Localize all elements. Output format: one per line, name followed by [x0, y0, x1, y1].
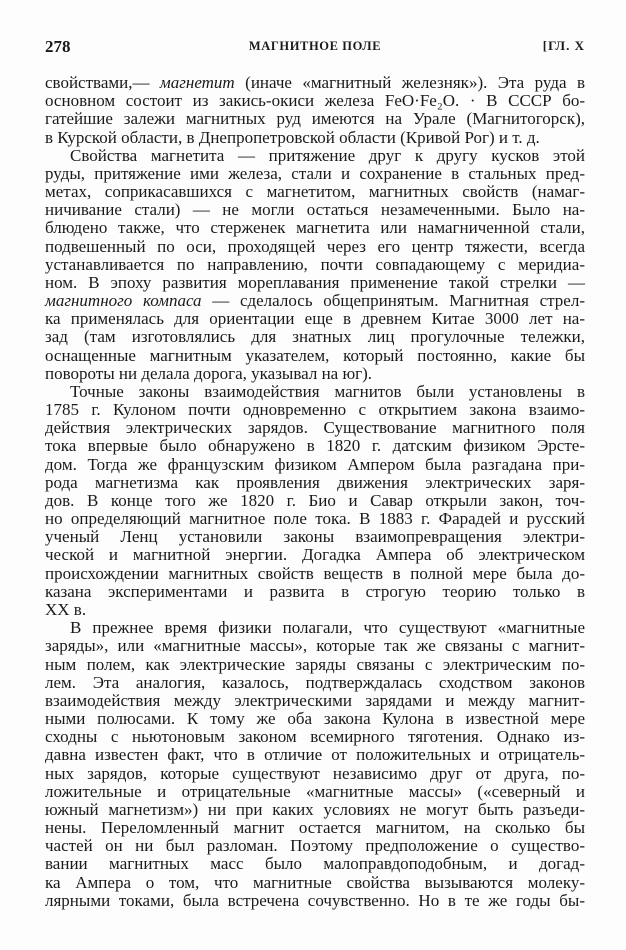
text-line: рода магнетизма как проявления движения электрических заря-	[45, 472, 585, 492]
text-line: руды, притяжение ими железа, стали и сохранение в стальных пред-	[45, 163, 585, 183]
text-line: метах, соприкасавшихся с магнетитом, магнитных свойств (намаг-	[45, 182, 585, 202]
text-line	[45, 74, 585, 92]
text-line: происхождении магнитных свойств веществ в полной мере была до-	[45, 563, 585, 583]
text-line: Точные законы взаимодействия магнитов были установлены в	[70, 381, 585, 401]
text-line: частей он ни был разломан. Поэтому предположение о существо-	[45, 836, 585, 856]
text-line: В прежнее время физики полагали, что существуют «магнитные	[70, 618, 585, 638]
text-line: давна известен факт, что в отличие от положительных и отрицатель-	[45, 745, 585, 765]
text-line: лем. Эта аналогия, казалось, подтверждалась сходством законов	[45, 672, 585, 692]
text-line	[45, 292, 585, 310]
text-line: оснащенные магнитным указателем, который постоянно, какие бы	[45, 345, 585, 365]
text-line: дов. В конце того же 1820 г. Био и Савар открыли закон, точ-	[45, 490, 585, 510]
text-line: ничивание стали) — не могли остаться незамеченными. Было на-	[45, 200, 585, 220]
italic-term: магнитного компаса	[45, 291, 202, 311]
text-line: ложительные и отрицательные «магнитные массы» («северный и	[45, 781, 585, 801]
text-line: действия электрических зарядов. Существование магнитного поля	[45, 418, 585, 438]
text-line: нены. Переломленный магнит остается магнитом, на сколько бы	[45, 818, 585, 838]
text-line: взаимодействия между электрическими зарядами и между магнит-	[45, 690, 585, 710]
text-line: ных зарядов, которые существуют независимо друг от друга, по-	[45, 763, 585, 783]
text-line: 1785 г. Кулоном почти одновременно с открытием закона взаимо-	[45, 400, 585, 420]
text-line: заряды», или «магнитные массы», которые так же связаны с магнит-	[45, 636, 585, 656]
italic-term: магнетит	[159, 73, 235, 92]
text-line: ными полюсами. К тому же оба закона Кулона в известной мере	[45, 709, 585, 729]
text-line: казана экспериментами и развита в строгую теорию только в	[45, 581, 585, 601]
text-line: ка применялась для ориентации еще в древнем Китае 3000 лет на-	[45, 309, 585, 329]
text-segment: свойствами,—	[45, 73, 160, 92]
text-line: блюдено также, что стерженек магнетита или намагниченной стали,	[45, 218, 585, 238]
page-number: 278	[45, 37, 71, 56]
text-line: ным полем, как электрические заряды связаны с электрическим по-	[45, 654, 585, 674]
paragraph	[45, 383, 585, 619]
text-line: ученый Ленц установили законы взаимопревращения электри-	[45, 527, 585, 547]
paragraph	[45, 74, 585, 147]
text-line: в Курской области, в Днепропетровской области (Кривой Рог) и т. д.	[45, 127, 540, 147]
text-line: подвешенный по оси, проходящей через его центр тяжести, всегда	[45, 236, 585, 256]
text-line: Свойства магнетита — притяжение друг к другу кусков этой	[70, 145, 585, 165]
text-line: дом. Тогда же французским физиком Ампером была разгадана при-	[45, 454, 585, 474]
text-line: устанавливается по направлению, почти совпадающему с меридиа-	[45, 254, 585, 274]
text-line: ка Ампера о том, что магнитные свойства вызываются молеку-	[45, 872, 585, 892]
text-line: лярными токами, была встречена сочувственно. Но в те же годы бы-	[45, 890, 585, 910]
text-segment: (иначе «магнитный железняк»). Эта руда в	[234, 73, 585, 92]
text-line: основном состоит из закись-окиси железа FeO·Fe₂O. · В СССР бо-	[45, 91, 585, 111]
text-line: повороты ни делала дорога, указывал на юг).	[45, 363, 373, 383]
text-line: XX в.	[45, 599, 87, 619]
paragraph	[45, 147, 585, 383]
body-text	[45, 74, 585, 910]
page-header	[45, 37, 585, 57]
paragraph	[45, 619, 585, 910]
running-title: МАГНИТНОЕ ПОЛЕ	[248, 39, 382, 53]
text-segment: — сделалось общепринятым. Магнитная стрел-	[201, 291, 585, 311]
text-line: зад (там изготовлялись для знатных лиц прогулочные тележки,	[45, 327, 585, 347]
text-line: ческой и магнитной энергии. Догадка Ампера об электрическом	[45, 545, 585, 565]
chapter-label: [ГЛ. X	[542, 38, 585, 53]
text-line: сходны с ньютоновым законом всемирного тяготения. Однако из-	[45, 727, 585, 747]
text-line: гатейшие залежи магнитных руд имеются на Урале (Магнитогорск),	[45, 109, 585, 129]
text-line: вании магнитных масс было малоправдоподобным, и догад-	[45, 854, 585, 874]
text-line: но определяющий магнитное поле тока. В 1883 г. Фарадей и русский	[45, 509, 585, 529]
text-line: тока впервые было обнаружено в 1820 г. датским физиком Эрсте-	[45, 436, 585, 456]
text-line: ном. В эпоху развития мореплавания применение такой стрелки —	[45, 272, 585, 292]
text-line: южный магнетизм») ни при каких условиях не могут быть разъеди-	[45, 799, 585, 819]
